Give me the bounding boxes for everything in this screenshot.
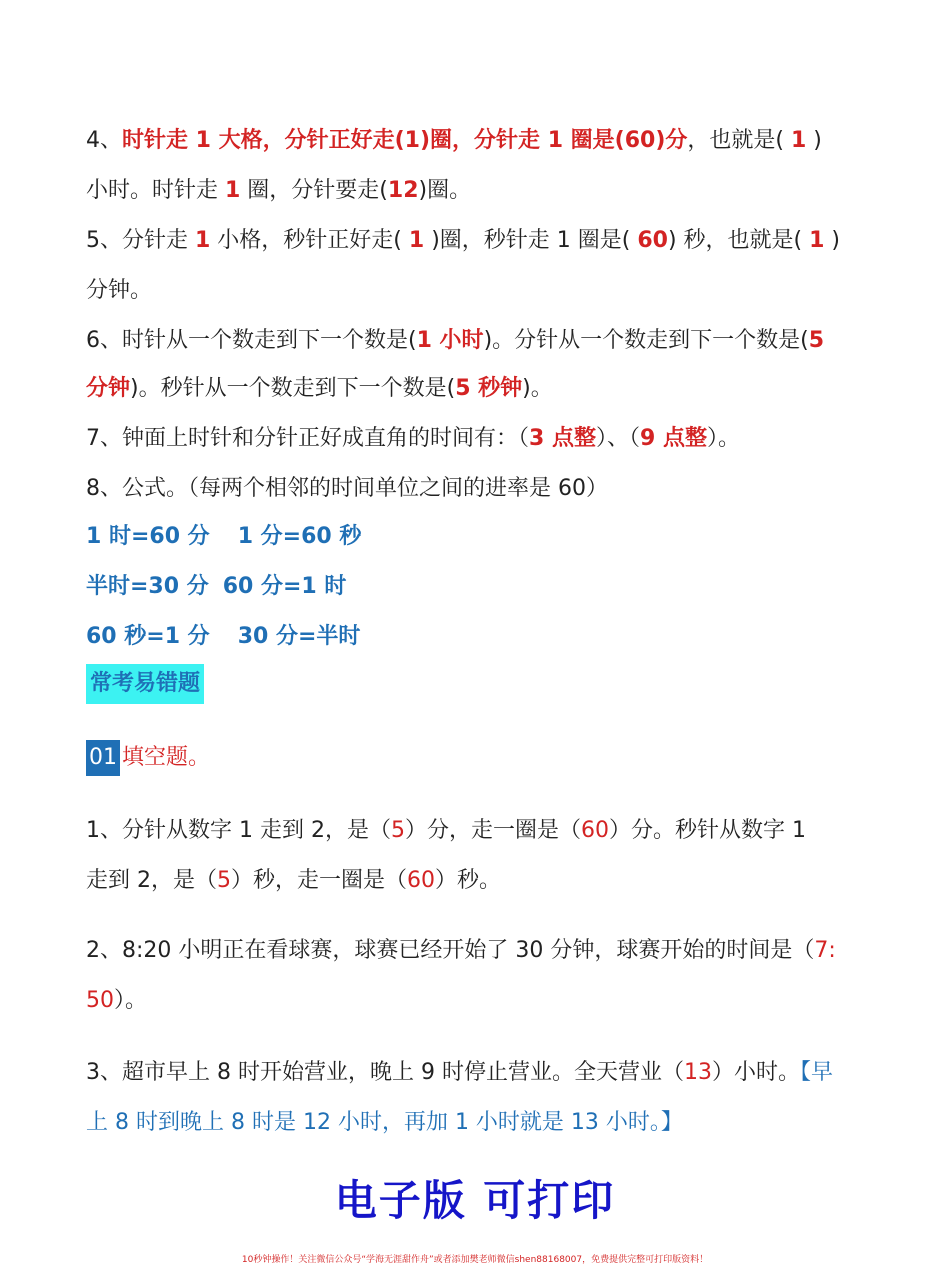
p3-line-1: 3、超市早上 8 时开始营业，晚上 9 时停止营业。全天营业（13）小时。【早	[86, 1060, 833, 1085]
q6-line-1: 6、时针从一个数走到下一个数是(1 小时)。分针从一个数走到下一个数是(5	[86, 328, 825, 353]
printable-banner: 电子版 可打印	[334, 1176, 616, 1225]
q5-line-1: 5、分针走 1 小格，秒针正好走( 1 )圈，秒针走 1 圈是( 60) 秒，也就是( 1 )	[86, 228, 841, 253]
q4-answer-emphasis: 时针走 1 大格，分针正好走(1)圈，分针走 1 圈是(60)分	[122, 128, 688, 153]
p2-line-2: 50）。	[86, 988, 148, 1013]
p1-line-2: 走到 2，是（5）秒，走一圈是（60）秒。	[86, 868, 502, 893]
formula-row-3: 60 秒=1 分 30 分=半时	[86, 624, 361, 649]
q4-line-2: 小时。时针走 1 圈，分针要走(12)圈。	[86, 178, 472, 203]
section-number-badge: 01	[86, 740, 120, 776]
formula-row-2: 半时=30 分 60 分=1 时	[86, 574, 347, 599]
q5-line-2: 分钟。	[86, 278, 153, 303]
footer-note: 10秒钟操作！关注微信公众号“学海无涯甜作舟”或者添加樊老师微信shen88168007，免费提供完整可打印版资料！	[241, 1255, 709, 1265]
p1-line-1: 1、分针从数字 1 走到 2，是（5）分，走一圈是（60）分。秒针从数字 1	[86, 818, 806, 843]
q6-line-2: 分钟)。秒针从一个数走到下一个数是(5 秒钟)。	[86, 376, 553, 401]
q8-line: 8、公式。（每两个相邻的时间单位之间的进率是 60）	[86, 476, 608, 501]
p3-line-2: 上 8 时到晚上 8 时是 12 小时，再加 1 小时就是 13 小时。】	[86, 1110, 683, 1135]
q4-line-1: 4、时针走 1 大格，分针正好走(1)圈，分针走 1 圈是(60)分，也就是( 1 )	[86, 128, 822, 153]
section-highlight: 常考易错题	[86, 664, 204, 704]
q7-line: 7、钟面上时针和分针正好成直角的时间有：（3 点整）、（9 点整）。	[86, 426, 740, 451]
p2-line-1: 2、8:20 小明正在看球赛，球赛已经开始了 30 分钟，球赛开始的时间是（7:	[86, 938, 836, 963]
section-title: 填空题。	[122, 745, 211, 770]
formula-row-1: 1 时=60 分 1 分=60 秒	[86, 524, 362, 549]
